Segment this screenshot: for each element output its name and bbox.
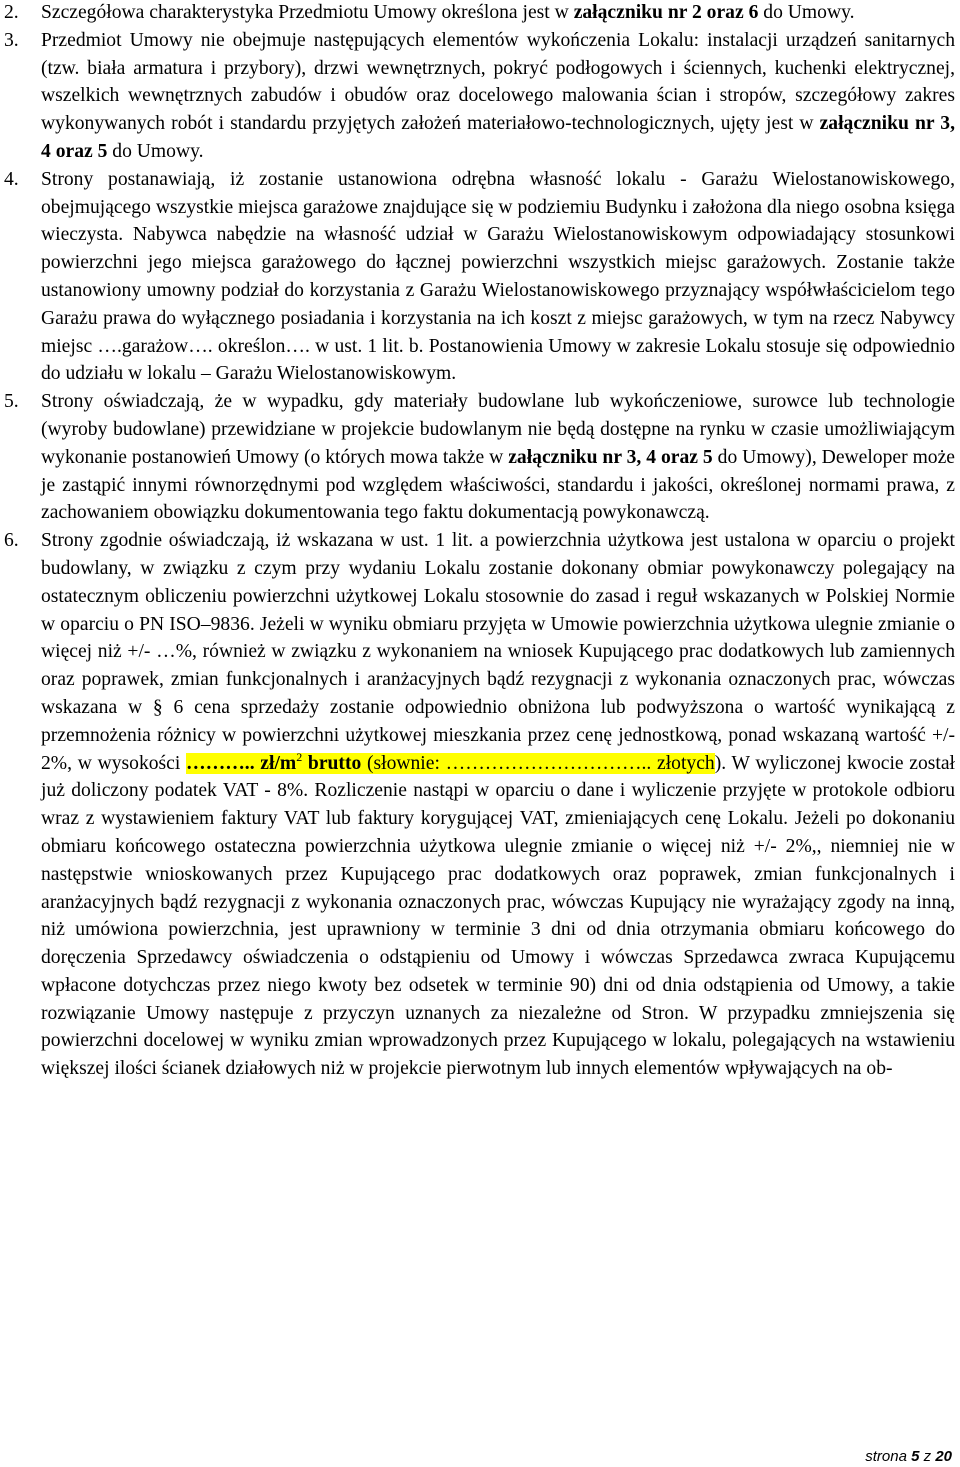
item-text: Strony zgodnie oświadczają, iż wskazana w ust. 1 lit. a powierzchnia użytkowa jest ustalona w oparciu o projekt budowlany, w związku z czym przy wydaniu Lokalu zostanie dokonany obmiar powykonawczy polegający na ostatecznym obliczeniu powierzchni użytkowej Lokalu stosownie do zasad i reguł wskazanych w Polskiej Normie w oparciu o PN ISO–9836. Jeżeli w wyniku obmiaru przyjęta w Umowie powierzchnia użytkowa ulegnie zmianie o więcej niż +/- …%, również w związku z wykonaniem na wniosek Kupującego prac dodatkowych lub zamiennych oraz poprawek, zmian funkcjonalnych i aranżacyjnych bądź rezygnacji z wykonania oznaczonych prac, wówczas wskazana w § 6 cena sprzedaży zostanie odpowiednio obniżona lub podwyższona o wartość wynikającą z przemnożenia różnicy w powierzchni użytkowej mieszkania przez cenę jednostkową, ponad wskazaną wartość +/- 2%, w wysokości bbox=[41, 530, 955, 774]
item-text: ). W wyliczonej kwocie został już doliczony podatek VAT - 8%. Rozliczenie nastąpi w oparciu o dane i wyliczenie przyjęte w protokole odbioru wraz z wystawieniem faktury VAT lub faktury korygującej VAT, zmieniających cenę Lokalu. Jeżeli po dokonaniu obmiaru końcowego ostateczna powierzchnia użytkowa ulegnie zmianie o więcej niż +/- 2%,, niemniej nie w następstwie wnioskowanych przez Kupującego prac dodatkowych oraz poprawek, zmian funkcjonalnych i aranżacyjnych bądź rezygnacji z wykonania oznaczonych prac, wówczas Kupujący nie wyrażający zgody na inną, niż umówiona powierzchnia, jest uprawniony w terminie 3 dni od dnia otrzymania obmiaru końcowego do doręczenia Sprzedawcy oświadczenia o odstąpieniu od Umowy i wówczas Sprzedawca zwraca Kupującemu wpłacone dotychczas przez niego kwoty bez odsetek w terminie 90) dni od dnia odstąpienia od Umowy, a takie rozwiązanie Umowy następuje z przyczyn uznanych za niezależne od Stron. W przypadku zmniejszenia się powierzchni docelowej w wyniku zmian wprowadzonych przez Kupującego w lokalu, polegających na wstawieniu większej ilości ścianek działowych niż w projekcie pierwotnym lub innych elementów wpływających na ob- bbox=[41, 752, 955, 1080]
footer-total-pages: 20 bbox=[935, 1448, 952, 1465]
item-text: Strony oświadczają, że w wypadku, gdy materiały budowlane lub wykończeniowe, surowce lub technologie (wyroby budowlane) przewidziane w projekcie budowlanym nie będą dostępne na rynku w czasie umożliwiającym wykonanie postanowień Umowy (o których mowa także w bbox=[41, 391, 955, 468]
unit-superscript: 2 bbox=[296, 749, 303, 764]
item-number: 2. bbox=[4, 2, 19, 23]
item-text: Strony postanawiają, iż zostanie ustanowiona odrębna własność lokalu - Garażu Wielostanowiskowego, obejmującego wszystkie miejsca garażowe znajdujące się w podziemiu Budynku i założona dla niego osobna księga wieczysta. Nabywca nabędzie na własność udział w Garażu Wielostanowiskowym odpowiadający stosunkowi powierzchni jego miejsca garażowego do łącznej powierzchni wszystkich miejsc garażowych. Zostanie także ustanowiony umowny podział do korzystania z Garażu Wielostanowiskowego przyznający współwłaścicielom tego Garażu prawa do wyłącznego posiadania i korzystania na ich koszt z miejsc garażowych, w tym na rzecz Nabywcy miejsc ….garażow…. określon…. w ust. 1 lit. b. Postanowienia Umowy w zakresie Lokalu stosuje się odpowiednio do udziału w lokalu – Garażu Wielostanowiskowym. bbox=[41, 168, 955, 385]
item-text: do Umowy. bbox=[758, 2, 855, 23]
footer-current-page: 5 bbox=[911, 1448, 920, 1465]
attachment-reference: załączniku nr 2 oraz 6 bbox=[573, 2, 759, 23]
item-text: do Umowy), Deweloper może je zastąpić innymi równorzędnymi pod względem właściwości, standardu i jakości, określonej normami prawa, z zachowaniem obowiązku dokumentowania tego faktu dokumentacją powykonawczą. bbox=[41, 446, 955, 524]
attachment-reference: załączniku nr 3, 4 oraz 5 bbox=[41, 113, 955, 162]
item-number: 5. bbox=[4, 391, 19, 413]
page-footer bbox=[865, 1448, 952, 1466]
list-item-3 bbox=[0, 27, 960, 166]
list-item-2 bbox=[0, 0, 960, 27]
list-item-5 bbox=[0, 388, 960, 527]
gross-label: brutto bbox=[302, 752, 362, 774]
item-text: Przedmiot Umowy nie obejmuje następujących elementów wykończenia Lokalu: instalacji urządzeń sanitarnych (tzw. biała armatura i przybory), drzwi wewnętrznych, pokryć podłogowych i ściennych, kuchenki elektrycznej, wszelkich wewnętrznych zabudów i obudów oraz docelowego malowania ścian i stropów, szczegółowy zakres wykonywanych robót i standardu przyjętych założeń materiałowo-technologicznych, ujęty jest w bbox=[41, 29, 955, 135]
item-text: Szczegółowa charakterystyka Przedmiotu Umowy określona jest w bbox=[41, 2, 574, 23]
amount-in-words-placeholder: (słownie: ………………………….. złotych bbox=[361, 752, 715, 774]
item-number: 3. bbox=[4, 29, 19, 51]
list-item-6 bbox=[0, 527, 960, 1083]
footer-page-word: strona bbox=[865, 1448, 907, 1465]
list-item-4 bbox=[0, 166, 960, 388]
item-text: do Umowy. bbox=[107, 140, 204, 162]
price-per-m2-placeholder: ……….. zł/m bbox=[186, 752, 297, 774]
footer-of-word: z bbox=[923, 1448, 932, 1465]
attachment-reference: załączniku nr 3, 4 oraz 5 bbox=[508, 446, 713, 468]
item-number: 4. bbox=[4, 168, 19, 190]
item-number: 6. bbox=[4, 530, 19, 552]
price-placeholder-highlight bbox=[186, 749, 715, 774]
